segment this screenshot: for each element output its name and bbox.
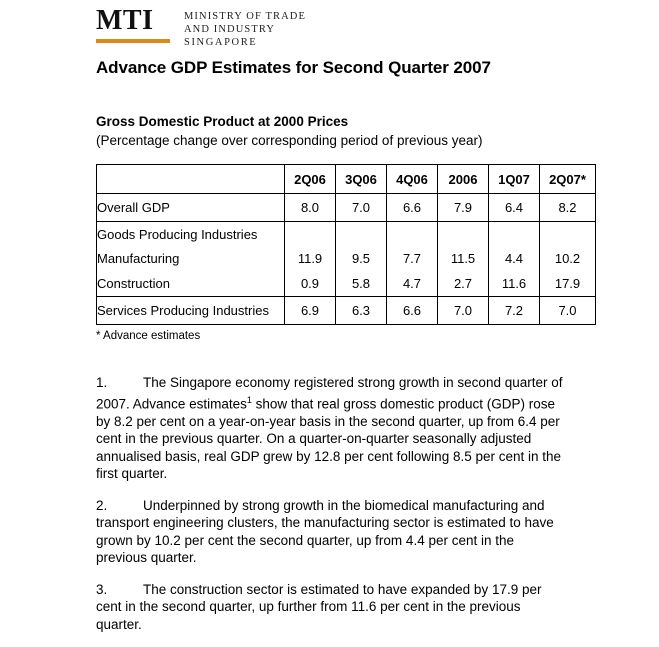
ministry-name [184,6,306,49]
cell-value [438,222,489,247]
paragraph-text: The construction sector is estimated to have expanded by 17.9 per cent in the second quarter, up further from 11.6 per cent in the previous quarter. [96,581,542,632]
ministry-line-3: SINGAPORE [184,37,258,48]
cell-value: 11.5 [438,246,489,271]
cell-value: 0.9 [285,271,336,297]
column-header: 2006 [438,165,489,194]
table-row [97,297,596,325]
table-row [97,222,596,247]
cell-value: 4.7 [387,271,438,297]
table-row [97,194,596,222]
cell-value: 17.9 [540,271,596,297]
cell-value: 7.9 [438,194,489,222]
cell-value [540,222,596,247]
cell-value: 7.2 [489,297,540,325]
ministry-line-2: AND INDUSTRY [184,24,276,35]
cell-value [336,222,387,247]
table-header-row [97,165,596,194]
page-title: Advance GDP Estimates for Second Quarter 2007 [96,58,491,77]
letterhead [96,6,306,49]
table-subheading: (Percentage change over corresponding period of previous year) [96,133,483,148]
logo-accent-rule [96,39,170,43]
cell-value: 2.7 [438,271,489,297]
cell-value: 5.8 [336,271,387,297]
table-heading: Gross Domestic Product at 2000 Prices [96,114,349,129]
table-row [97,246,596,271]
mti-logo [96,6,174,43]
paragraph-text-cont: show that real gross domestic product (GDP) rose by 8.2 per cent on a year-on-year basis in the second quarter, up from 6.4 per cent in the previous quarter. On a quarter-on-quarter seasonally adjusted annualised basis, real GDP grew by 12.8 per cent following 8.5 per cent in the first quarter. [96,396,562,481]
cell-value: 11.9 [285,246,336,271]
paragraph-number: 1. [96,375,108,390]
column-header: 2Q07* [540,165,596,194]
paragraph-3 [96,581,564,634]
cell-value: 8.2 [540,194,596,222]
cell-value: 7.0 [438,297,489,325]
cell-value [489,222,540,247]
cell-value: 7.7 [387,246,438,271]
cell-value: 7.0 [540,297,596,325]
cell-value: 6.6 [387,194,438,222]
cell-value: 6.4 [489,194,540,222]
table-footnote: * Advance estimates [96,330,201,342]
cell-value: 6.9 [285,297,336,325]
cell-value: 4.4 [489,246,540,271]
cell-value: 11.6 [489,271,540,297]
paragraph-2 [96,497,564,567]
row-label: Construction [97,271,285,297]
row-label: Overall GDP [97,194,285,222]
cell-value: 6.6 [387,297,438,325]
paragraph-text: The Singapore economy registered strong growth in second quarter of 2007. Advance estimates [96,375,563,411]
column-header [97,165,285,194]
column-header: 3Q06 [336,165,387,194]
gdp-table-wrapper [96,164,596,325]
column-header: 4Q06 [387,165,438,194]
cell-value: 8.0 [285,194,336,222]
mti-logo-text: MTI [96,5,154,36]
column-header: 2Q06 [285,165,336,194]
column-header: 1Q07 [489,165,540,194]
ministry-line-1: MINISTRY OF TRADE [184,11,306,22]
row-label: Services Producing Industries [97,297,285,325]
gdp-table [96,164,596,325]
cell-value: 10.2 [540,246,596,271]
paragraph-text: Underpinned by strong growth in the biomedical manufacturing and transport engineering clusters, the manufacturing sector is estimated to have grown by 10.2 per cent the second quarter, up from 4.4 per cent in the previous quarter. [96,497,554,565]
cell-value: 7.0 [336,194,387,222]
paragraph-number: 2. [96,497,108,513]
row-label: Goods Producing Industries [97,222,285,247]
footnote-marker: 1 [246,394,252,405]
cell-value: 9.5 [336,246,387,271]
cell-value [387,222,438,247]
row-label: Manufacturing [97,246,285,271]
cell-value [285,222,336,247]
paragraph-1 [96,374,564,483]
document-body [96,374,564,647]
paragraph-number: 3. [96,581,108,597]
table-row [97,271,596,297]
cell-value: 6.3 [336,297,387,325]
